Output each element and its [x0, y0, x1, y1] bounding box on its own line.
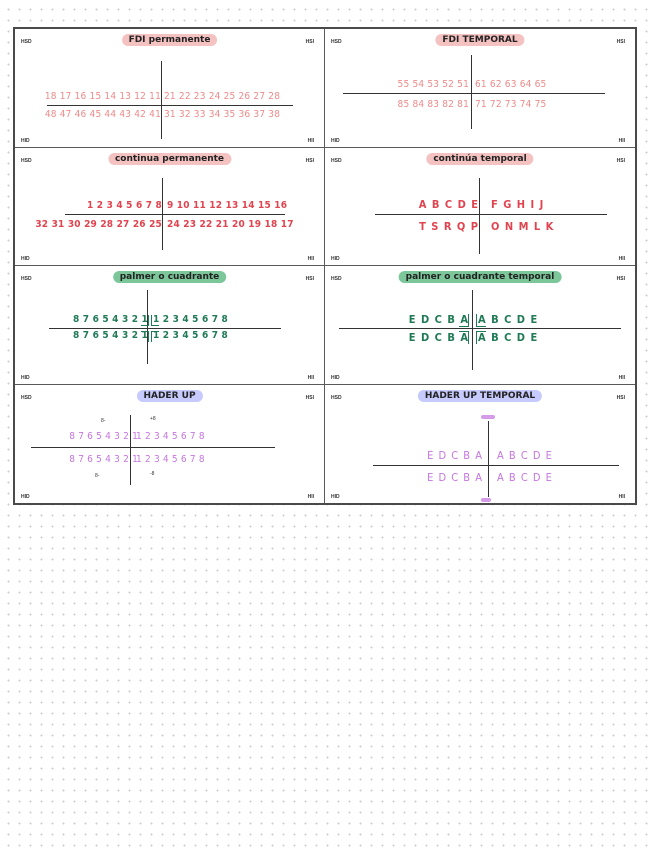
midline-vertical — [161, 61, 162, 139]
corner-label-hsd: HSD — [331, 157, 342, 164]
occlusal-line — [65, 214, 285, 215]
panel-title: HADER UP TEMPORAL — [418, 390, 542, 402]
lower-left-teeth: 31 32 33 34 35 36 37 38 — [164, 109, 281, 120]
upper-right-teeth: 55 54 53 52 51 — [397, 79, 469, 90]
corner-label-hii: HII — [618, 256, 625, 262]
corner-label-hii: HII — [618, 374, 625, 381]
lower-left-teeth: A B C D E — [478, 331, 539, 344]
upper-right-teeth: E D C B A — [408, 313, 469, 326]
midline-vertical — [472, 290, 473, 370]
midline-vertical — [147, 290, 148, 364]
corner-label-hsi: HSI — [305, 394, 314, 401]
upper-right-teeth: 8 7 6 5 4 3 2 1 — [73, 314, 148, 325]
corner-label-hsi: HSI — [616, 39, 625, 45]
upper-right-teeth: 8 7 6 5 4 3 2 1 — [69, 430, 138, 442]
corner-label-hid: HID — [331, 494, 340, 500]
upper-right-teeth: 18 17 16 15 14 13 12 11 — [44, 91, 161, 102]
panel-hader-up — [15, 385, 325, 504]
corner-label-hsi: HSI — [616, 394, 625, 401]
midline-vertical — [479, 178, 480, 254]
lower-right-teeth: T S R Q P — [419, 219, 479, 233]
upper-left-teeth: F G H I J — [491, 197, 545, 211]
upper-right-teeth: A B C D E — [418, 197, 479, 211]
quadrant-mark: 8- — [101, 417, 106, 424]
panel-continua-permanente — [15, 148, 325, 267]
upper-left-teeth: 9 10 11 12 13 14 15 16 — [167, 199, 288, 211]
panel-title: FDI permanente — [122, 34, 218, 46]
occlusal-line — [373, 465, 619, 466]
lower-right-teeth: 32 31 30 29 28 27 26 25 — [35, 218, 162, 230]
panel-fdi-permanente — [15, 29, 325, 148]
occlusal-line — [31, 447, 275, 448]
lower-right-teeth: 8 7 6 5 4 3 2 1 — [73, 330, 148, 341]
upper-left-teeth: 1 2 3 4 5 6 7 8 — [136, 430, 205, 442]
panel-title: palmer o cuadrante — [113, 271, 227, 283]
lower-right-teeth: 85 84 83 82 81 — [397, 99, 469, 110]
corner-label-hii: HII — [307, 256, 314, 262]
corner-label-hid: HID — [21, 137, 30, 144]
corner-label-hsi: HSI — [305, 39, 314, 45]
corner-label-hid: HID — [331, 137, 340, 144]
panel-fdi-temporal — [325, 29, 635, 148]
lower-left-teeth: 1 2 3 4 5 6 7 8 — [136, 453, 205, 465]
upper-right-teeth: E D C B A — [427, 448, 483, 462]
panel-title: continúa temporal — [426, 153, 533, 165]
corner-label-hsi: HSI — [305, 276, 314, 282]
upper-left-teeth: 1 2 3 4 5 6 7 8 — [153, 314, 228, 325]
midline-vertical — [130, 415, 131, 485]
corner-label-hii: HII — [618, 494, 625, 500]
corner-label-hid: HID — [331, 374, 340, 381]
corner-label-hsd: HSD — [331, 394, 342, 401]
occlusal-line — [339, 328, 621, 329]
panel-hader-up-temporal — [325, 385, 635, 504]
corner-label-hid: HID — [21, 494, 30, 500]
arrow-down-icon — [481, 498, 491, 502]
lower-right-teeth: 8 7 6 5 4 3 2 1 — [69, 453, 138, 465]
lower-left-teeth: 24 23 22 21 20 19 18 17 — [167, 218, 294, 230]
corner-label-hsi: HSI — [616, 157, 625, 164]
corner-label-hii: HII — [307, 494, 314, 500]
lower-left-teeth: A B C D E — [497, 470, 553, 484]
corner-label-hsd: HSD — [331, 39, 342, 45]
panel-palmer-cuadrante-temporal — [325, 266, 635, 385]
upper-left-teeth: 21 22 23 24 25 26 27 28 — [164, 91, 281, 102]
corner-label-hsi: HSI — [305, 157, 314, 164]
corner-label-hsi: HSI — [616, 276, 625, 282]
panel-title: FDI TEMPORAL — [435, 34, 524, 46]
quadrant-mark: -8 — [150, 470, 155, 477]
upper-left-teeth: 61 62 63 64 65 — [475, 79, 547, 90]
dental-notation-sheet — [13, 27, 637, 505]
panel-continua-temporal — [325, 148, 635, 267]
corner-label-hid: HID — [331, 256, 340, 262]
quadrant-mark: 8- — [95, 472, 100, 479]
quadrant-mark: +8 — [150, 415, 156, 422]
panel-title: HADER UP — [136, 390, 202, 402]
corner-label-hsd: HSD — [21, 39, 32, 45]
panel-title: continua permanente — [108, 153, 231, 165]
lower-right-teeth: E D C B A — [427, 470, 483, 484]
upper-right-teeth: 1 2 3 4 5 6 7 8 — [87, 199, 162, 211]
lower-left-teeth: 71 72 73 74 75 — [475, 99, 547, 110]
midline-vertical — [471, 55, 472, 129]
midline-vertical — [488, 421, 489, 497]
lower-right-teeth: 48 47 46 45 44 43 42 41 — [44, 109, 161, 120]
panel-title: palmer o cuadrante temporal — [399, 271, 562, 283]
corner-label-hii: HII — [618, 137, 625, 144]
corner-label-hii: HII — [307, 374, 314, 381]
corner-label-hsd: HSD — [21, 157, 32, 164]
lower-right-teeth: E D C B A — [408, 331, 469, 344]
corner-label-hsd: HSD — [331, 276, 342, 282]
corner-label-hii: HII — [307, 137, 314, 144]
corner-label-hid: HID — [21, 374, 30, 381]
upper-left-teeth: A B C D E — [478, 313, 539, 326]
upper-left-teeth: A B C D E — [497, 448, 553, 462]
panel-palmer-cuadrante — [15, 266, 325, 385]
occlusal-line — [343, 93, 605, 94]
occlusal-line — [47, 105, 293, 106]
lower-left-teeth: O N M L K — [491, 219, 555, 233]
lower-left-teeth: 1 2 3 4 5 6 7 8 — [153, 330, 228, 341]
corner-label-hsd: HSD — [21, 394, 32, 401]
arrow-up-icon — [481, 415, 495, 419]
occlusal-line — [375, 214, 607, 215]
corner-label-hsd: HSD — [21, 276, 32, 282]
corner-label-hid: HID — [21, 256, 30, 262]
